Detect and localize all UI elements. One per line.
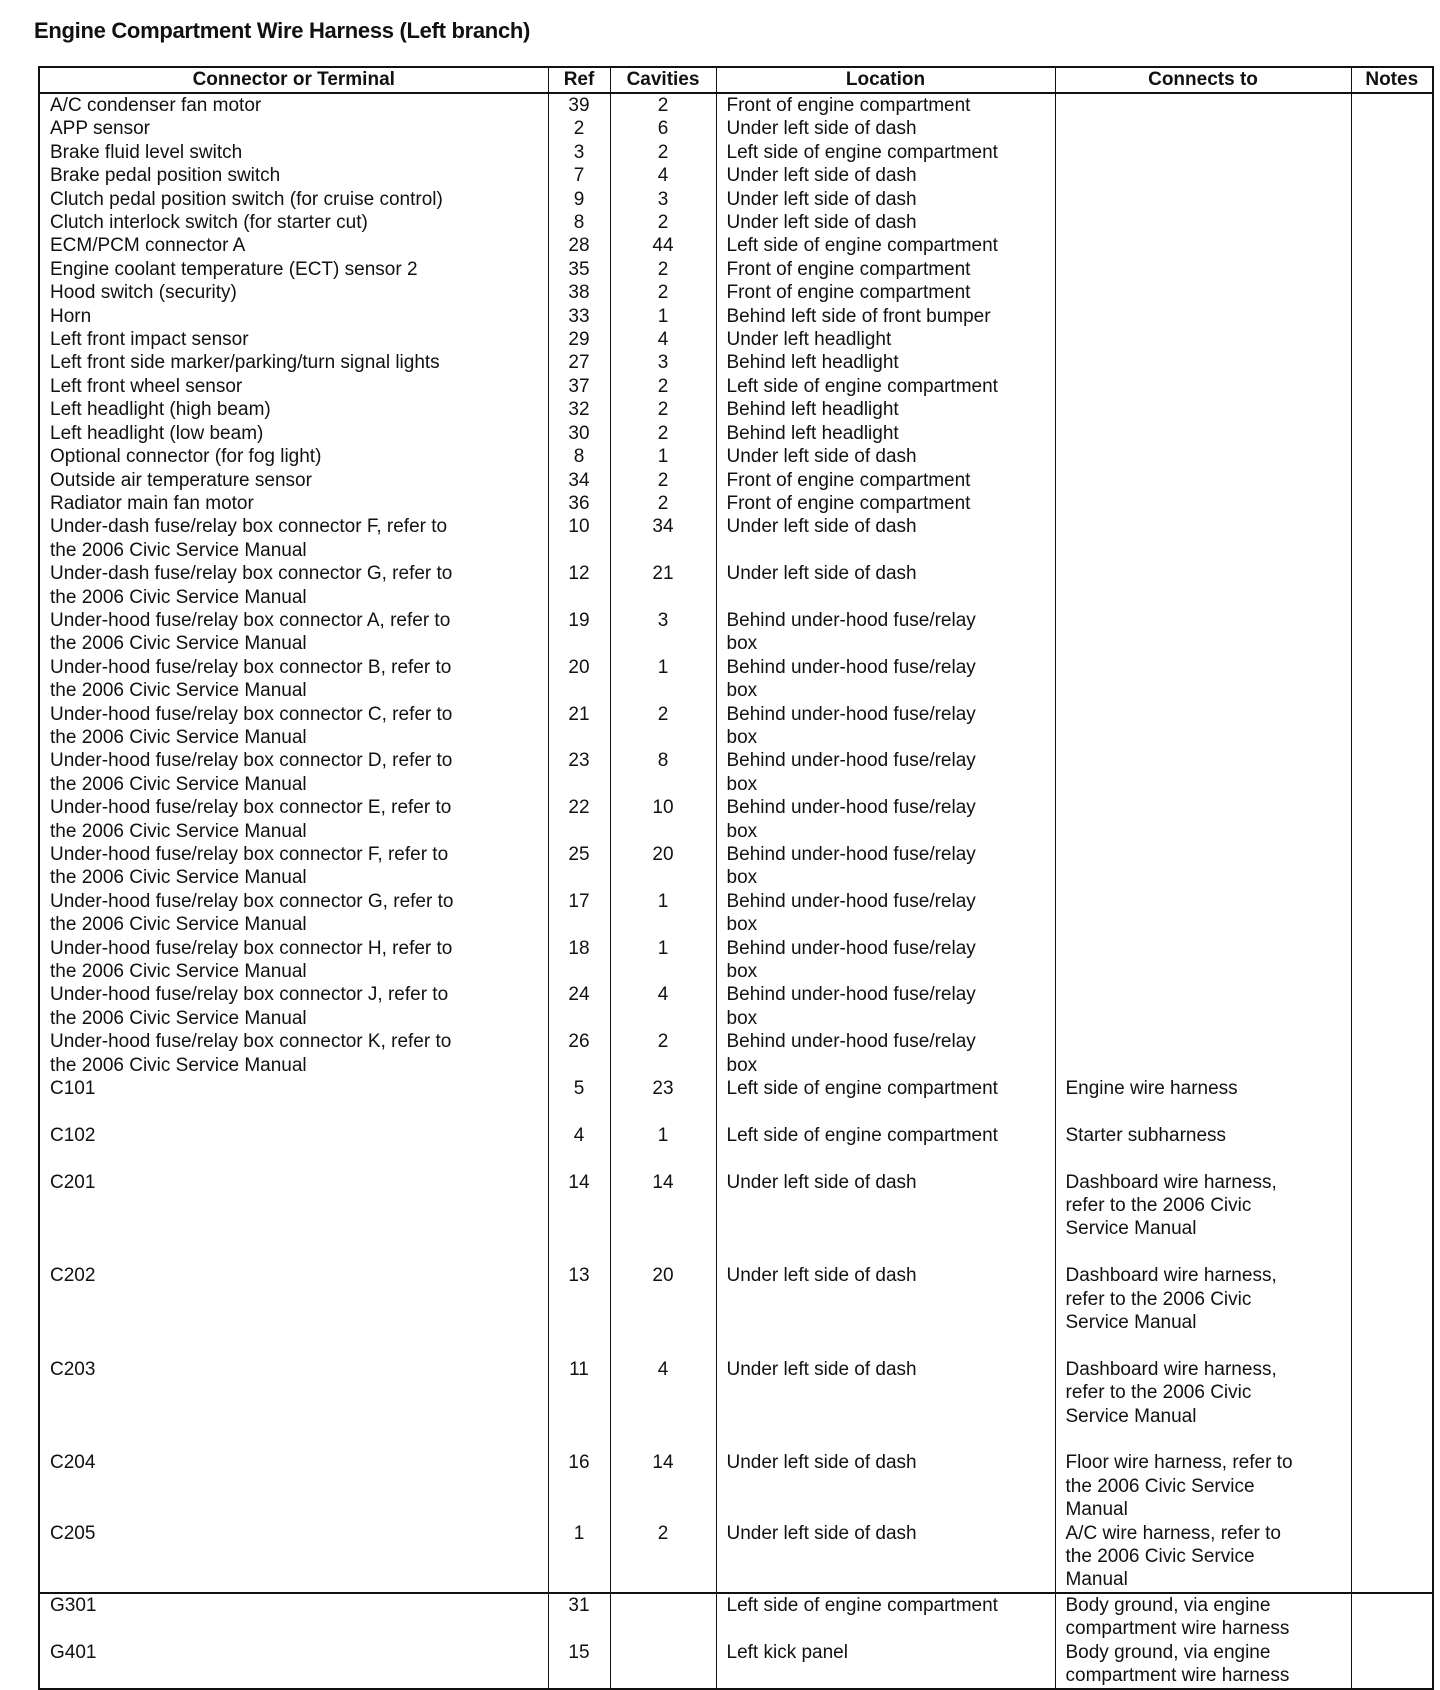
table-row (39, 164, 1433, 187)
header-location: Location (716, 67, 1055, 93)
connects-to-cell (1055, 93, 1351, 117)
location-cell: Behind under-hood fuse/relay box (716, 796, 1055, 843)
cavities-cell: 44 (610, 234, 716, 257)
notes-cell (1351, 469, 1433, 492)
location-cell: Under left side of dash (716, 1451, 1055, 1521)
connects-to-cell: Body ground, via engine compartment wire harness (1055, 1593, 1351, 1641)
connects-to-cell (1055, 281, 1351, 304)
location-cell: Left kick panel (716, 1641, 1055, 1689)
cavities-cell: 21 (610, 562, 716, 609)
location-cell: Under left side of dash (716, 445, 1055, 468)
location-cell: Under left side of dash (716, 1522, 1055, 1593)
ref-cell: 11 (548, 1358, 610, 1452)
ref-cell: 32 (548, 398, 610, 421)
table-row (39, 656, 1433, 703)
connects-to-cell (1055, 141, 1351, 164)
cavities-cell: 8 (610, 749, 716, 796)
header-connector: Connector or Terminal (39, 67, 548, 93)
connects-to-cell (1055, 562, 1351, 609)
connector-cell: Under-dash fuse/relay box connector G, refer to the 2006 Civic Service Manual (39, 562, 548, 609)
ref-cell: 9 (548, 188, 610, 211)
notes-cell (1351, 93, 1433, 117)
location-cell: Front of engine compartment (716, 469, 1055, 492)
location-cell: Behind under-hood fuse/relay box (716, 703, 1055, 750)
ref-cell: 7 (548, 164, 610, 187)
cavities-cell: 1 (610, 445, 716, 468)
location-cell: Under left side of dash (716, 164, 1055, 187)
table-row (39, 1030, 1433, 1077)
cavities-cell: 3 (610, 351, 716, 374)
notes-cell (1351, 796, 1433, 843)
connects-to-cell: A/C wire harness, refer to the 2006 Civic Service Manual (1055, 1522, 1351, 1593)
ref-cell: 16 (548, 1451, 610, 1521)
table-row (39, 1522, 1433, 1593)
cavities-cell: 1 (610, 656, 716, 703)
connects-to-cell (1055, 164, 1351, 187)
cavities-cell: 2 (610, 375, 716, 398)
location-cell: Behind under-hood fuse/relay box (716, 749, 1055, 796)
location-cell: Under left side of dash (716, 188, 1055, 211)
connects-to-cell (1055, 890, 1351, 937)
notes-cell (1351, 1124, 1433, 1171)
location-cell: Left side of engine compartment (716, 1077, 1055, 1124)
location-cell: Behind left headlight (716, 351, 1055, 374)
header-cavities: Cavities (610, 67, 716, 93)
cavities-cell: 2 (610, 1030, 716, 1077)
connects-to-cell (1055, 305, 1351, 328)
table-row (39, 1264, 1433, 1358)
connects-to-cell (1055, 351, 1351, 374)
ref-cell: 28 (548, 234, 610, 257)
notes-cell (1351, 492, 1433, 515)
connector-cell: Brake fluid level switch (39, 141, 548, 164)
connector-cell: Left front wheel sensor (39, 375, 548, 398)
table-row (39, 1124, 1433, 1171)
location-cell: Left side of engine compartment (716, 141, 1055, 164)
connector-cell: Left headlight (high beam) (39, 398, 548, 421)
cavities-cell: 1 (610, 937, 716, 984)
table-row (39, 937, 1433, 984)
table-row (39, 93, 1433, 117)
connector-cell: Under-hood fuse/relay box connector D, refer to the 2006 Civic Service Manual (39, 749, 548, 796)
notes-cell (1351, 188, 1433, 211)
ref-cell: 34 (548, 469, 610, 492)
ref-cell: 36 (548, 492, 610, 515)
notes-cell (1351, 281, 1433, 304)
connects-to-cell (1055, 1030, 1351, 1077)
table-row (39, 1358, 1433, 1452)
location-cell: Under left side of dash (716, 1358, 1055, 1452)
table-row (39, 117, 1433, 140)
cavities-cell: 2 (610, 492, 716, 515)
connects-to-cell (1055, 609, 1351, 656)
notes-cell (1351, 843, 1433, 890)
cavities-cell: 14 (610, 1451, 716, 1521)
connects-to-cell: Body ground, via engine compartment wire harness (1055, 1641, 1351, 1689)
notes-cell (1351, 211, 1433, 234)
notes-cell (1351, 1077, 1433, 1124)
connector-cell: C204 (39, 1451, 548, 1521)
notes-cell (1351, 937, 1433, 984)
location-cell: Under left headlight (716, 328, 1055, 351)
cavities-cell: 2 (610, 398, 716, 421)
location-cell: Front of engine compartment (716, 93, 1055, 117)
notes-cell (1351, 117, 1433, 140)
location-cell: Behind under-hood fuse/relay box (716, 983, 1055, 1030)
connects-to-cell (1055, 117, 1351, 140)
table-header-row (39, 67, 1433, 93)
table-row (39, 398, 1433, 421)
location-cell: Left side of engine compartment (716, 375, 1055, 398)
location-cell: Under left side of dash (716, 117, 1055, 140)
connector-cell: Clutch interlock switch (for starter cut) (39, 211, 548, 234)
table-row (39, 1451, 1433, 1521)
notes-cell (1351, 141, 1433, 164)
table-row (39, 890, 1433, 937)
page-title: Engine Compartment Wire Harness (Left branch) (34, 18, 531, 43)
location-cell: Left side of engine compartment (716, 234, 1055, 257)
notes-cell (1351, 1522, 1433, 1593)
connects-to-cell (1055, 445, 1351, 468)
connects-to-cell (1055, 422, 1351, 445)
table-row (39, 492, 1433, 515)
wire-harness-table (38, 66, 1434, 1690)
ref-cell: 27 (548, 351, 610, 374)
connector-cell: G301 (39, 1593, 548, 1641)
ref-cell: 22 (548, 796, 610, 843)
ref-cell: 4 (548, 1124, 610, 1171)
location-cell: Front of engine compartment (716, 281, 1055, 304)
ref-cell: 19 (548, 609, 610, 656)
table-row (39, 351, 1433, 374)
notes-cell (1351, 375, 1433, 398)
connector-cell: Under-hood fuse/relay box connector A, refer to the 2006 Civic Service Manual (39, 609, 548, 656)
connects-to-cell (1055, 937, 1351, 984)
connector-cell: Under-hood fuse/relay box connector F, refer to the 2006 Civic Service Manual (39, 843, 548, 890)
connector-cell: Brake pedal position switch (39, 164, 548, 187)
location-cell: Behind under-hood fuse/relay box (716, 890, 1055, 937)
ref-cell: 37 (548, 375, 610, 398)
connector-cell: Under-hood fuse/relay box connector E, refer to the 2006 Civic Service Manual (39, 796, 548, 843)
table-row (39, 1171, 1433, 1265)
connector-cell: Under-hood fuse/relay box connector H, refer to the 2006 Civic Service Manual (39, 937, 548, 984)
connector-cell: A/C condenser fan motor (39, 93, 548, 117)
ref-cell: 17 (548, 890, 610, 937)
table-row (39, 703, 1433, 750)
ref-cell: 30 (548, 422, 610, 445)
connector-cell: Left front impact sensor (39, 328, 548, 351)
ref-cell: 1 (548, 1522, 610, 1593)
connector-cell: APP sensor (39, 117, 548, 140)
connects-to-cell (1055, 983, 1351, 1030)
location-cell: Behind under-hood fuse/relay box (716, 656, 1055, 703)
connector-cell: Hood switch (security) (39, 281, 548, 304)
connects-to-cell (1055, 258, 1351, 281)
notes-cell (1351, 398, 1433, 421)
connects-to-cell: Dashboard wire harness, refer to the 2006 Civic Service Manual (1055, 1358, 1351, 1452)
ref-cell: 26 (548, 1030, 610, 1077)
ref-cell: 38 (548, 281, 610, 304)
notes-cell (1351, 703, 1433, 750)
notes-cell (1351, 515, 1433, 562)
ref-cell: 33 (548, 305, 610, 328)
cavities-cell: 14 (610, 1171, 716, 1265)
notes-cell (1351, 1593, 1433, 1641)
location-cell: Behind left headlight (716, 398, 1055, 421)
connector-cell: ECM/PCM connector A (39, 234, 548, 257)
cavities-cell: 2 (610, 422, 716, 445)
cavities-cell: 3 (610, 609, 716, 656)
notes-cell (1351, 422, 1433, 445)
table-row (39, 749, 1433, 796)
connects-to-cell (1055, 703, 1351, 750)
connects-to-cell: Dashboard wire harness, refer to the 2006 Civic Service Manual (1055, 1264, 1351, 1358)
notes-cell (1351, 164, 1433, 187)
connects-to-cell: Dashboard wire harness, refer to the 2006 Civic Service Manual (1055, 1171, 1351, 1265)
connects-to-cell (1055, 188, 1351, 211)
connector-cell: G401 (39, 1641, 548, 1689)
cavities-cell: 4 (610, 164, 716, 187)
ref-cell: 2 (548, 117, 610, 140)
table-row (39, 422, 1433, 445)
connects-to-cell (1055, 796, 1351, 843)
connector-cell: Left headlight (low beam) (39, 422, 548, 445)
cavities-cell: 2 (610, 93, 716, 117)
table-row (39, 515, 1433, 562)
cavities-cell (610, 1641, 716, 1689)
notes-cell (1351, 749, 1433, 796)
cavities-cell: 1 (610, 305, 716, 328)
notes-cell (1351, 1451, 1433, 1521)
ref-cell: 39 (548, 93, 610, 117)
cavities-cell: 1 (610, 1124, 716, 1171)
cavities-cell: 3 (610, 188, 716, 211)
connects-to-cell (1055, 398, 1351, 421)
table-row (39, 983, 1433, 1030)
connector-cell: Outside air temperature sensor (39, 469, 548, 492)
cavities-cell (610, 1593, 716, 1641)
location-cell: Behind under-hood fuse/relay box (716, 843, 1055, 890)
notes-cell (1351, 656, 1433, 703)
notes-cell (1351, 234, 1433, 257)
connector-cell: Left front side marker/parking/turn signal lights (39, 351, 548, 374)
header-notes: Notes (1351, 67, 1433, 93)
connects-to-cell: Starter subharness (1055, 1124, 1351, 1171)
notes-cell (1351, 890, 1433, 937)
cavities-cell: 2 (610, 211, 716, 234)
location-cell: Behind left side of front bumper (716, 305, 1055, 328)
notes-cell (1351, 562, 1433, 609)
table-row (39, 188, 1433, 211)
cavities-cell: 10 (610, 796, 716, 843)
table-row (39, 469, 1433, 492)
notes-cell (1351, 305, 1433, 328)
ref-cell: 20 (548, 656, 610, 703)
notes-cell (1351, 983, 1433, 1030)
location-cell: Under left side of dash (716, 1171, 1055, 1265)
notes-cell (1351, 1171, 1433, 1265)
cavities-cell: 20 (610, 843, 716, 890)
connector-cell: C201 (39, 1171, 548, 1265)
location-cell: Left side of engine compartment (716, 1593, 1055, 1641)
connects-to-cell (1055, 749, 1351, 796)
table-row (39, 375, 1433, 398)
connector-cell: Horn (39, 305, 548, 328)
connects-to-cell (1055, 375, 1351, 398)
location-cell: Behind under-hood fuse/relay box (716, 609, 1055, 656)
table-row (39, 445, 1433, 468)
table-row (39, 258, 1433, 281)
location-cell: Front of engine compartment (716, 492, 1055, 515)
cavities-cell: 4 (610, 983, 716, 1030)
notes-cell (1351, 1358, 1433, 1452)
cavities-cell: 20 (610, 1264, 716, 1358)
connects-to-cell (1055, 469, 1351, 492)
connector-cell: Under-hood fuse/relay box connector K, refer to the 2006 Civic Service Manual (39, 1030, 548, 1077)
connector-cell: Under-hood fuse/relay box connector C, refer to the 2006 Civic Service Manual (39, 703, 548, 750)
table-row (39, 609, 1433, 656)
header-ref: Ref (548, 67, 610, 93)
table-row (39, 281, 1433, 304)
ref-cell: 8 (548, 211, 610, 234)
connects-to-cell: Floor wire harness, refer to the 2006 Civic Service Manual (1055, 1451, 1351, 1521)
ref-cell: 29 (548, 328, 610, 351)
table-row (39, 843, 1433, 890)
cavities-cell: 34 (610, 515, 716, 562)
notes-cell (1351, 445, 1433, 468)
ref-cell: 8 (548, 445, 610, 468)
ref-cell: 3 (548, 141, 610, 164)
location-cell: Under left side of dash (716, 562, 1055, 609)
connects-to-cell (1055, 211, 1351, 234)
connects-to-cell (1055, 656, 1351, 703)
connector-cell: C202 (39, 1264, 548, 1358)
connects-to-cell (1055, 515, 1351, 562)
cavities-cell: 23 (610, 1077, 716, 1124)
cavities-cell: 4 (610, 328, 716, 351)
table-row (39, 211, 1433, 234)
location-cell: Under left side of dash (716, 515, 1055, 562)
notes-cell (1351, 609, 1433, 656)
connector-cell: Under-dash fuse/relay box connector F, refer to the 2006 Civic Service Manual (39, 515, 548, 562)
notes-cell (1351, 1264, 1433, 1358)
notes-cell (1351, 351, 1433, 374)
ref-cell: 21 (548, 703, 610, 750)
table-row (39, 328, 1433, 351)
connector-cell: C205 (39, 1522, 548, 1593)
cavities-cell: 2 (610, 281, 716, 304)
location-cell: Behind left headlight (716, 422, 1055, 445)
connector-cell: C203 (39, 1358, 548, 1452)
ref-cell: 35 (548, 258, 610, 281)
cavities-cell: 2 (610, 469, 716, 492)
location-cell: Under left side of dash (716, 1264, 1055, 1358)
connector-cell: Under-hood fuse/relay box connector B, refer to the 2006 Civic Service Manual (39, 656, 548, 703)
location-cell: Front of engine compartment (716, 258, 1055, 281)
notes-cell (1351, 1030, 1433, 1077)
connects-to-cell (1055, 328, 1351, 351)
connector-cell: Clutch pedal position switch (for cruise control) (39, 188, 548, 211)
cavities-cell: 6 (610, 117, 716, 140)
cavities-cell: 2 (610, 258, 716, 281)
ref-cell: 10 (548, 515, 610, 562)
connector-cell: Optional connector (for fog light) (39, 445, 548, 468)
connector-cell: Radiator main fan motor (39, 492, 548, 515)
ref-cell: 13 (548, 1264, 610, 1358)
cavities-cell: 4 (610, 1358, 716, 1452)
table-row (39, 796, 1433, 843)
connects-to-cell: Engine wire harness (1055, 1077, 1351, 1124)
connector-cell: C102 (39, 1124, 548, 1171)
location-cell: Behind under-hood fuse/relay box (716, 1030, 1055, 1077)
ref-cell: 15 (548, 1641, 610, 1689)
notes-cell (1351, 258, 1433, 281)
cavities-cell: 2 (610, 141, 716, 164)
table-row (39, 234, 1433, 257)
cavities-cell: 1 (610, 890, 716, 937)
table-row (39, 562, 1433, 609)
location-cell: Under left side of dash (716, 211, 1055, 234)
ref-cell: 25 (548, 843, 610, 890)
connector-cell: Under-hood fuse/relay box connector J, refer to the 2006 Civic Service Manual (39, 983, 548, 1030)
table-row (39, 1077, 1433, 1124)
table-row (39, 141, 1433, 164)
cavities-cell: 2 (610, 703, 716, 750)
ref-cell: 31 (548, 1593, 610, 1641)
connector-cell: Engine coolant temperature (ECT) sensor 2 (39, 258, 548, 281)
connects-to-cell (1055, 492, 1351, 515)
table-row (39, 1641, 1433, 1689)
ref-cell: 5 (548, 1077, 610, 1124)
connects-to-cell (1055, 843, 1351, 890)
connector-cell: Under-hood fuse/relay box connector G, refer to the 2006 Civic Service Manual (39, 890, 548, 937)
connector-cell: C101 (39, 1077, 548, 1124)
header-connects-to: Connects to (1055, 67, 1351, 93)
notes-cell (1351, 1641, 1433, 1689)
ref-cell: 12 (548, 562, 610, 609)
table-row (39, 1593, 1433, 1641)
ref-cell: 14 (548, 1171, 610, 1265)
table-row (39, 305, 1433, 328)
connects-to-cell (1055, 234, 1351, 257)
ref-cell: 24 (548, 983, 610, 1030)
ref-cell: 18 (548, 937, 610, 984)
notes-cell (1351, 328, 1433, 351)
location-cell: Left side of engine compartment (716, 1124, 1055, 1171)
location-cell: Behind under-hood fuse/relay box (716, 937, 1055, 984)
ref-cell: 23 (548, 749, 610, 796)
cavities-cell: 2 (610, 1522, 716, 1593)
